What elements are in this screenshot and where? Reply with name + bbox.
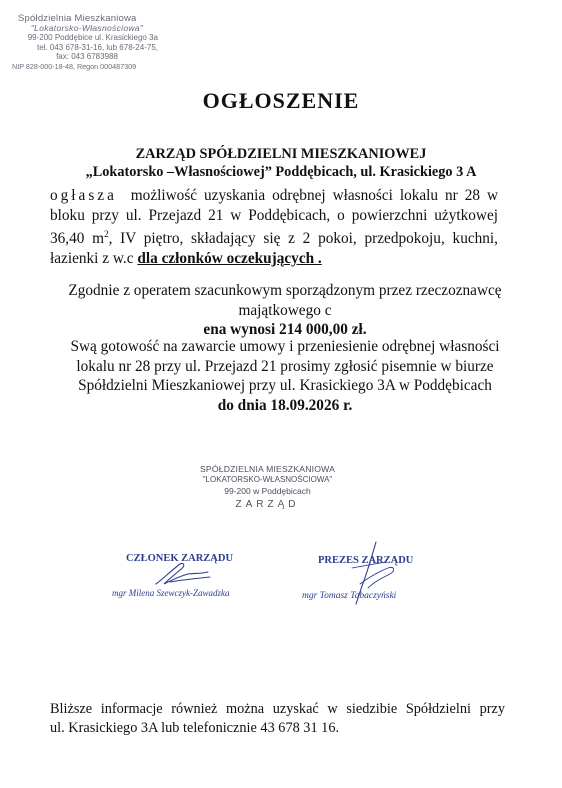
- cooperative-header-stamp: [12, 14, 162, 72]
- area-value: 36,40 m: [50, 230, 105, 248]
- footer-line-2: ul. Krasickiego 3A lub telefonicznie 43 678 31 16.: [50, 720, 340, 736]
- contact-info-footer: [50, 700, 505, 738]
- stamp-line-phone: tel. 043 678-31-16, lub 678-24-75,: [37, 42, 158, 52]
- para2-line-2-text: majątkowego c: [238, 301, 332, 319]
- issuer-heading: [0, 145, 562, 181]
- para1-line-3-text: , IV piętro, składający się z 2 pokoi, przedpokoju, kuchni,: [108, 230, 498, 248]
- board-stamp: [190, 464, 345, 512]
- para2-line-1: Zgodnie z operatem szacunkowym sporządzonym przez rzeczoznawcę: [68, 282, 502, 299]
- para1-line-1-text: możliwość uzyskania odrębnej własności lokalu nr 28 w: [130, 187, 499, 204]
- area-unit-superscript: 2: [104, 229, 109, 239]
- para1-line-1: [50, 186, 498, 206]
- announcement-paragraph-offer: [50, 186, 498, 268]
- board-stamp-line-type: "LOKATORSKO-WŁASNOŚCIOWA": [202, 475, 333, 484]
- president-stamp-title: PREZES ZARZĄDU: [318, 555, 414, 566]
- para1-line-4: [50, 249, 498, 269]
- footer-line-1: Bliższe informacje również można uzyskać w siedzibie Spółdzielni przy: [50, 701, 505, 717]
- issuer-line-address: „Lokatorsko –Własnościowej” Poddębicach, ul. Krasickiego 3 A: [85, 164, 477, 180]
- stamp-line-fax: fax: 043 6783988: [56, 52, 118, 62]
- stamp-line-nip-regon: NIP 828-000-18-48, Regon 000487309: [12, 61, 137, 71]
- stamp-line-address: 99-200 Poddębice ul. Krasickiego 3a: [27, 33, 158, 43]
- para3-line-3: Spółdzielni Mieszkaniowej przy ul. Krasickiego 3A w Poddębicach: [78, 377, 492, 394]
- board-stamp-line-city: 99-200 w Poddębicach: [224, 486, 311, 496]
- announcement-paragraph-deadline: [40, 337, 530, 415]
- para1-line-2: bloku przy ul. Przejazd 21 w Poddębicach, o powierzchni użytkowej: [50, 206, 498, 224]
- deadline-date: do dnia 18.09.2026 r.: [217, 396, 353, 414]
- board-member-name: mgr Milena Szewczyk-Zawadzka: [112, 588, 230, 598]
- president-name: mgr Tomasz Tabaczyński: [302, 591, 397, 601]
- stamp-line-type: "Lokatorsko-Własnościowa": [30, 22, 144, 33]
- announces-word: ogłasza: [50, 187, 117, 204]
- para3-line-1: Swą gotowość na zawarcie umowy i przeniesienie odrębnej własności: [70, 338, 500, 355]
- para3-line-2: lokalu nr 28 przy ul. Przejazd 21 prosimy zgłosić pisemnie w biurze: [76, 357, 494, 375]
- board-member-stamp-title: CZŁONEK ZARZĄDU: [126, 553, 234, 564]
- issuer-line-board: ZARZĄD SPÓŁDZIELNI MIESZKANIOWEJ: [135, 146, 427, 162]
- announcement-title: OGŁOSZENIE: [202, 88, 360, 113]
- para2-line-2: [40, 301, 530, 340]
- para1-line-4-text: łazienki z w.c: [50, 249, 134, 267]
- announcement-paragraph-price: [40, 281, 530, 340]
- price-value: ena wynosi 214 000,00 zł.: [203, 321, 367, 338]
- board-stamp-line-name: SPÓŁDZIELNIA MIESZKANIOWA: [199, 464, 336, 474]
- board-stamp-line-board: ZARZĄD: [235, 499, 300, 510]
- stamp-line-name: Spółdzielnia Mieszkaniowa: [18, 13, 137, 24]
- eligibility-note: dla członków oczekujących .: [137, 249, 322, 267]
- para1-line-3: [50, 225, 498, 249]
